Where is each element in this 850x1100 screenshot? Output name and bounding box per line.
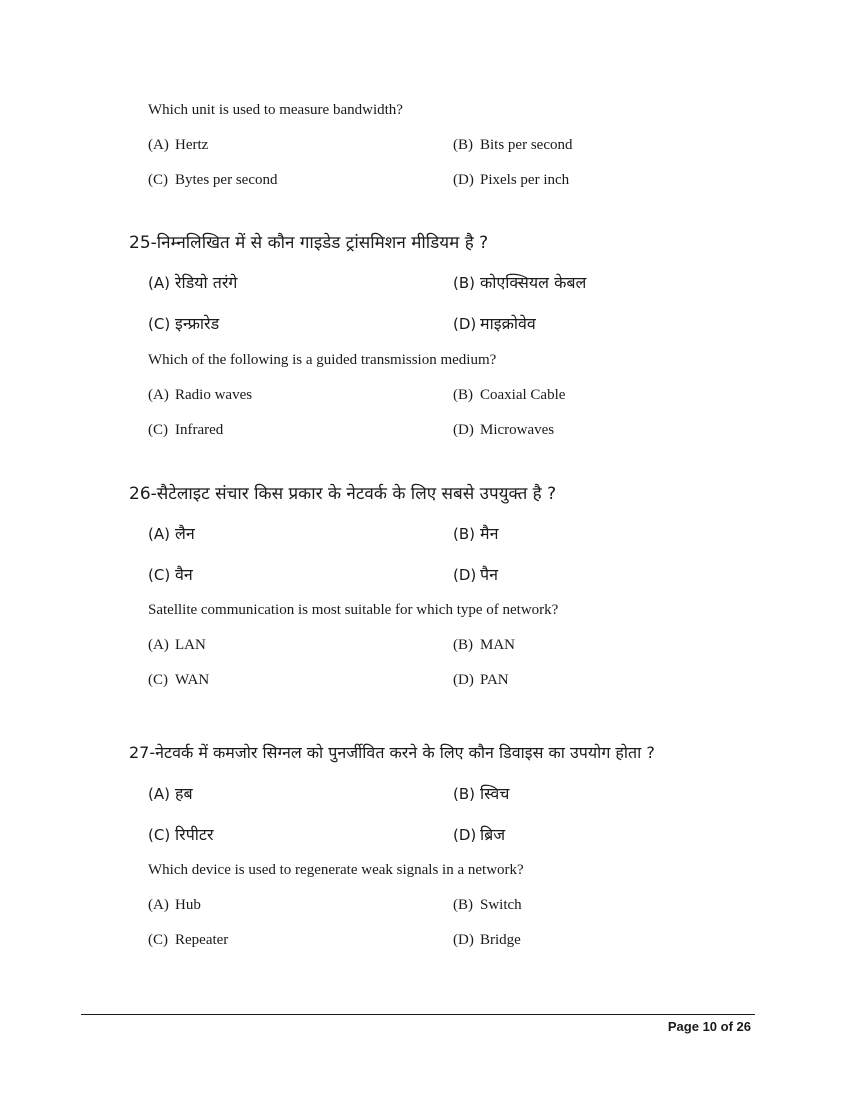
page-number: Page 10 of 26 <box>667 1019 751 1034</box>
option-c: (C) रिपीटर <box>148 825 214 844</box>
option-b: (B) Coaxial Cable <box>453 387 566 403</box>
q25-english-question: Which of the following is a guided transmission medium? <box>148 352 497 368</box>
option-b: (B) Switch <box>453 897 522 913</box>
option-a: (A) रेडियो तरंगे <box>148 273 238 292</box>
q26-hindi-question: 26-सैटेलाइट संचार किस प्रकार के नेटवर्क के लिए सबसे उपयुक्त है ? <box>129 484 557 504</box>
option-c: (C) Bytes per second <box>148 172 278 188</box>
option-b: (B) MAN <box>453 637 516 653</box>
option-c: (C) Repeater <box>148 932 229 948</box>
option-d: (D) Pixels per inch <box>453 172 570 188</box>
q27-hindi-question: 27-नेटवर्क में कमजोर सिग्नल को पुनर्जीवित करने के लिए कौन डिवाइस का उपयोग होता ? <box>129 743 655 762</box>
q26-english-question: Satellite communication is most suitable for which type of network? <box>148 602 559 618</box>
option-b: (B) Bits per second <box>453 137 573 153</box>
footer-divider <box>81 1014 755 1015</box>
option-a: (A) LAN <box>148 637 206 653</box>
option-c: (C) WAN <box>148 672 210 688</box>
option-d: (D) PAN <box>453 672 509 688</box>
option-d: (D) माइक्रोवेव <box>453 314 536 333</box>
option-a: (A) Hub <box>148 897 201 913</box>
option-d: (D) Microwaves <box>453 422 555 438</box>
option-d: (D) ब्रिज <box>453 825 506 844</box>
option-b: (B) कोएक्सियल केबल <box>453 273 587 292</box>
option-b: (B) मैन <box>453 524 499 543</box>
option-c: (C) Infrared <box>148 422 224 438</box>
option-b: (B) स्विच <box>453 784 510 803</box>
option-c: (C) वैन <box>148 565 193 584</box>
q25-hindi-question: 25-निम्नलिखित में से कौन गाइडेड ट्रांसमिशन मीडियम है ? <box>129 233 489 253</box>
q27-english-question: Which device is used to regenerate weak signals in a network? <box>148 862 524 878</box>
option-a: (A) लैन <box>148 524 195 543</box>
prev-question-english: Which unit is used to measure bandwidth? <box>148 102 403 118</box>
option-a: (A) Radio waves <box>148 387 253 403</box>
option-a: (A) हब <box>148 784 193 803</box>
option-d: (D) Bridge <box>453 932 521 948</box>
option-c: (C) इन्फ्रारेड <box>148 314 220 333</box>
option-a: (A) Hertz <box>148 137 209 153</box>
option-d: (D) पैन <box>453 565 498 584</box>
